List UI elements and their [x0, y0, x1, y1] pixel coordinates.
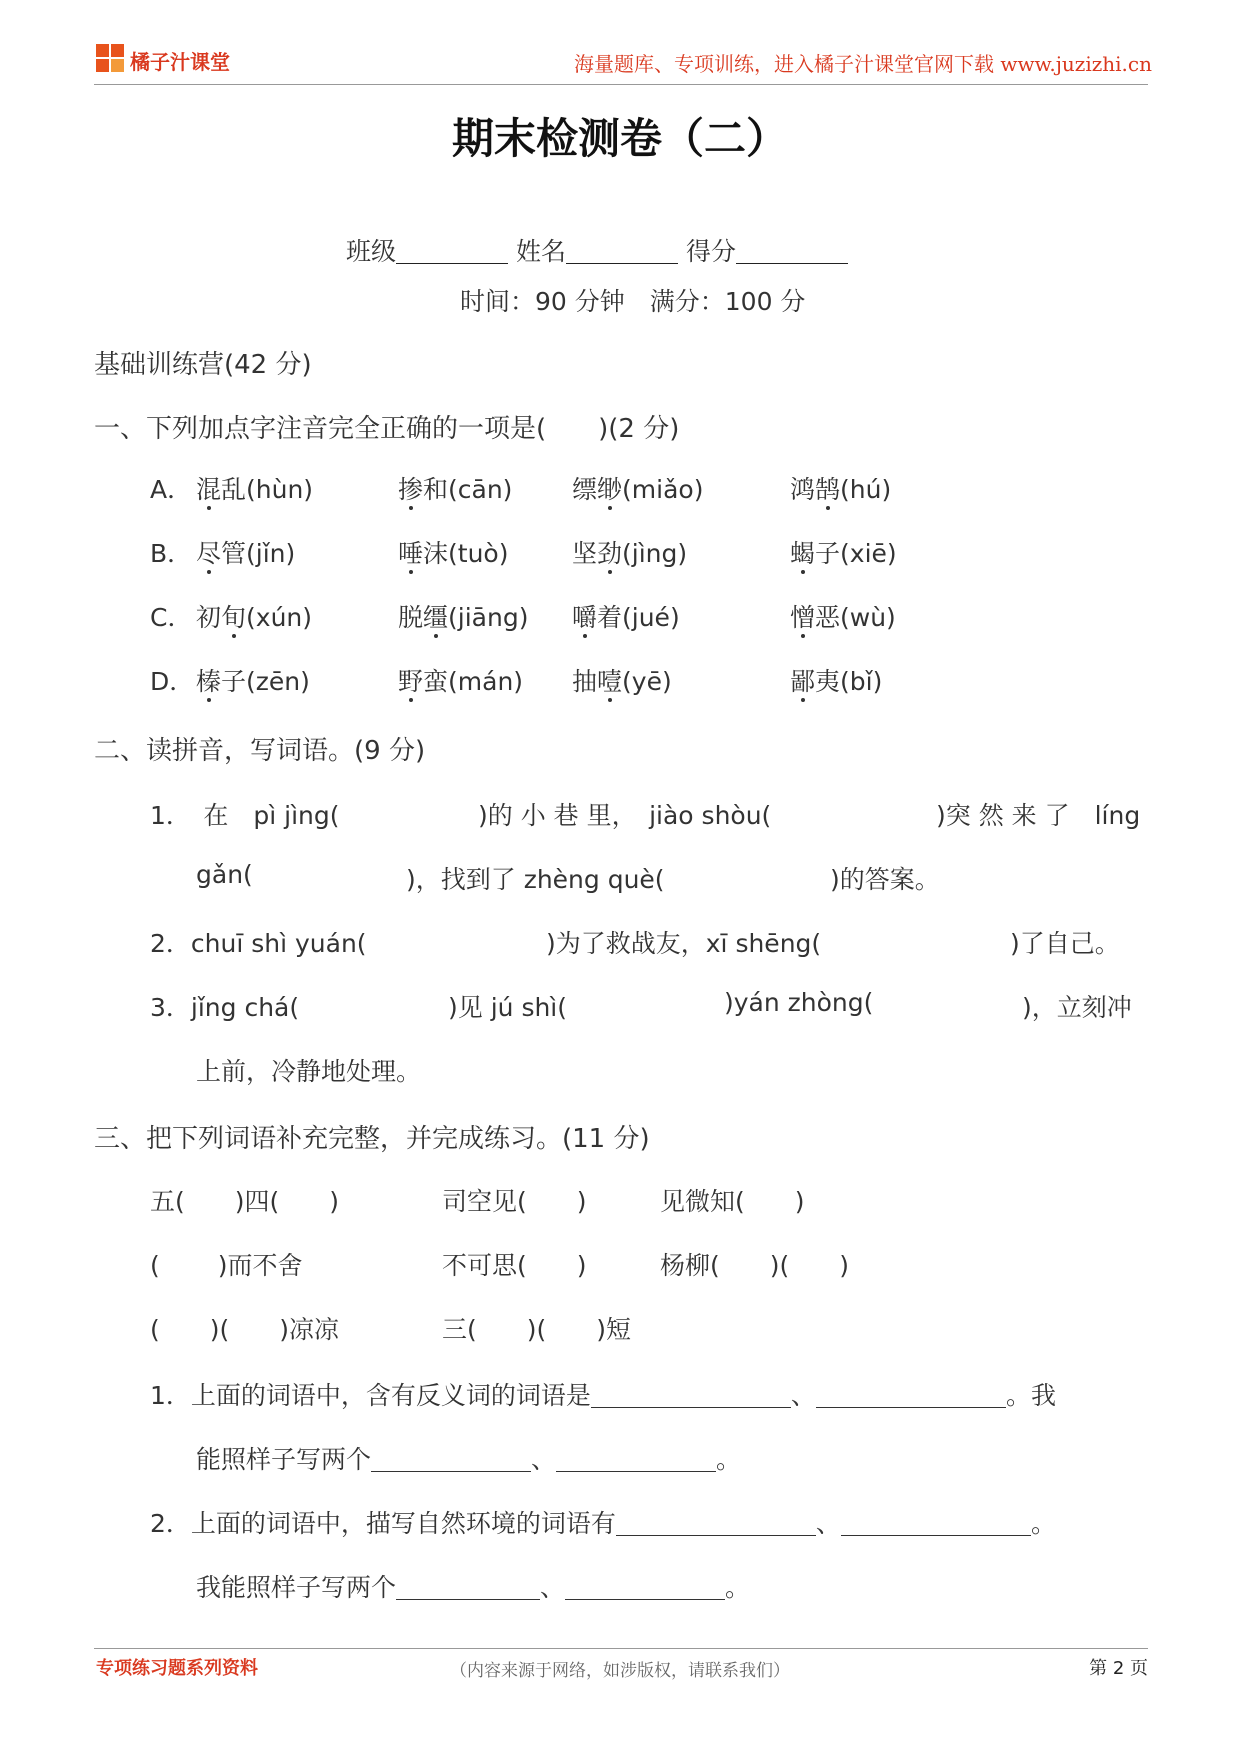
q1-d-1: 榛子(zēn): [196, 667, 310, 696]
q1-b-2: 唾沫(tuò): [398, 539, 509, 568]
q1-a-3: 缥缈(miǎo): [572, 475, 704, 504]
name-label: 姓名: [515, 237, 566, 266]
q2-line-4b: )见 jú shì(: [448, 993, 568, 1022]
q3-stem: 三、把下列词语补充完整，并完成练习。(11 分): [94, 1124, 650, 1154]
q1-c-1: 初旬(xún): [196, 603, 313, 632]
q2-line-4d: )，立刻冲: [1022, 993, 1132, 1022]
q1-option-d: D．: [150, 667, 195, 696]
q2-line-3b: )为了救战友，xī shēng(: [546, 929, 822, 958]
q1-a-4: 鸿鹄(hú): [790, 475, 892, 504]
q3-idiom: 见微知( ): [660, 1187, 805, 1216]
q2-line-1b: )的 小 巷 里， jiào shòu(: [478, 801, 772, 830]
q3-idiom: 杨柳( )( ): [660, 1251, 850, 1280]
header-divider: [94, 84, 1148, 85]
time-line: 时间：90 分钟 满分：100 分: [460, 287, 806, 316]
q1-a-2: 掺和(cān): [398, 475, 513, 504]
q3-idiom: 五( )四( ): [150, 1187, 340, 1216]
q2-line-2b: )，找到了 zhèng què(: [406, 865, 665, 894]
page-title: 期末检测卷（二）: [451, 114, 788, 163]
q3-sub-1-cont: 能照样子写两个 、 。: [196, 1445, 742, 1474]
q1-a-1: 混乱(hùn): [196, 475, 314, 504]
q3-idiom: ( )( )凉凉: [150, 1315, 340, 1344]
q1-c-4: 憎恶(wù): [790, 603, 896, 632]
q1-d-2: 野蛮(mán): [398, 667, 524, 696]
footer-divider: [94, 1648, 1148, 1649]
part-heading: 基础训练营(42 分): [94, 350, 312, 380]
q2-line-3c: )了自己。: [1010, 929, 1120, 958]
class-label: 班级: [346, 237, 397, 266]
q1-option-b: B．: [150, 539, 193, 568]
q1-b-4: 蝎子(xiē): [790, 539, 897, 568]
q3-sub-2: 2．上面的词语中，描写自然环境的词语有 、 。: [150, 1509, 1056, 1538]
q2-line-2c: )的答案。: [830, 865, 940, 894]
q2-stem: 二、读拼音，写词语。(9 分): [94, 736, 426, 766]
q2-line-2a: gǎn(: [196, 860, 253, 889]
q2-line-3a: 2．chuī shì yuán(: [150, 929, 367, 958]
q1-b-1: 尽管(jǐn): [196, 539, 296, 568]
q2-line-4c: )yán zhòng(: [724, 988, 874, 1017]
q1-d-3: 抽噎(yē): [572, 667, 672, 696]
q2-line-4a: 3．jǐng chá(: [150, 993, 300, 1022]
q3-idiom: 不可思( ): [442, 1251, 587, 1280]
q1-c-3: 嚼着(jué): [572, 603, 680, 632]
q1-d-4: 鄙夷(bǐ): [790, 667, 883, 696]
score-label: 得分: [685, 237, 736, 266]
q1-stem: 一、下列加点字注音完全正确的一项是( )(2 分): [94, 414, 680, 444]
footer-copyright: （内容来源于网络，如涉版权，请联系我们）: [450, 1661, 790, 1681]
score-blank: [736, 241, 848, 264]
q3-idiom: 司空见( ): [442, 1187, 587, 1216]
footer-series: 专项练习题系列资料: [96, 1658, 258, 1679]
q3-idiom: 三( )( )短: [442, 1315, 632, 1344]
q3-sub-2-cont: 我能照样子写两个 、 。: [196, 1573, 751, 1602]
q1-c-2: 脱缰(jiāng): [398, 603, 529, 632]
q2-line-1a: 1． 在 pì jìng(: [150, 801, 340, 830]
q1-option-a: A．: [150, 475, 193, 504]
class-blank: [396, 241, 508, 264]
header-slogan: 海量题库、专项训练，进入橘子汁课堂官网下载 www.juzizhi.cn: [574, 52, 1152, 76]
q2-line-1c: )突 然 来 了 líng: [936, 801, 1141, 830]
q3-sub-1: 1．上面的词语中，含有反义词的词语是 、 。我: [150, 1381, 1056, 1410]
q1-b-3: 坚劲(jìng): [572, 539, 688, 568]
brand-name: 橘子汁课堂: [130, 50, 230, 74]
student-info-line: [346, 232, 848, 268]
name-blank: [566, 241, 678, 264]
page-number: 第 2 页: [1089, 1658, 1148, 1679]
q2-line-5: 上前，冷静地处理。: [196, 1057, 422, 1086]
brand-logo-icon: [96, 44, 126, 74]
q1-option-c: C．: [150, 603, 193, 632]
q3-idiom: ( )而不舍: [150, 1251, 303, 1280]
